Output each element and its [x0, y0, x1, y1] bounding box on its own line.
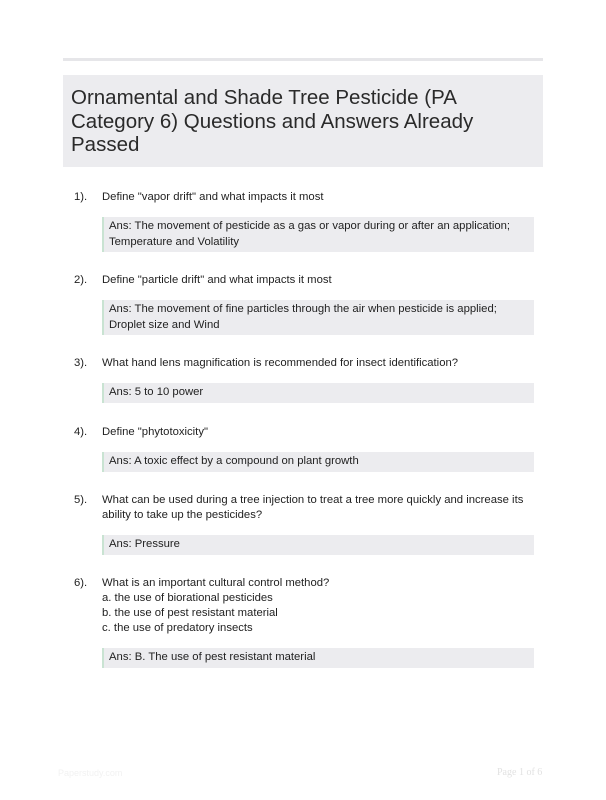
- question-item: [72, 493, 542, 555]
- question-number: 3).: [74, 357, 88, 369]
- question-number: 1).: [74, 191, 88, 203]
- answer-box: Ans: A toxic effect by a compound on plant growth: [102, 452, 534, 472]
- watermark-text: Paperstudy.com: [58, 768, 123, 778]
- page-number: Page 1 of 6: [497, 767, 543, 778]
- question-item: [72, 190, 542, 252]
- question-text: Define "vapor drift" and what impacts it most: [102, 191, 324, 203]
- question-item: [72, 576, 542, 668]
- question-text: What can be used during a tree injection to treat a tree more quickly and increase its ability to take up the pesticides?: [102, 494, 524, 521]
- question-number: 6).: [74, 577, 88, 589]
- answer-box: Ans: Pressure: [102, 535, 534, 555]
- answer-box: Ans: The movement of pesticide as a gas or vapor during or after an application; Temperature and Volatility: [102, 217, 534, 252]
- answer-box: Ans: The movement of fine particles through the air when pesticide is applied; Droplet size and Wind: [102, 300, 534, 335]
- question-item: [72, 273, 542, 335]
- question-item: [72, 425, 542, 472]
- question-number: 2).: [74, 274, 88, 286]
- answer-box: Ans: B. The use of pest resistant material: [102, 648, 534, 668]
- question-text: What is an important cultural control method? a. the use of biorational pesticides b. the use of pest resistant material c. the use of predatory insects: [102, 577, 330, 634]
- top-divider: [63, 58, 543, 61]
- question-text: Define "phytotoxicity": [102, 426, 208, 438]
- title-banner: [63, 75, 543, 167]
- question-number: 5).: [74, 494, 88, 506]
- question-item: [72, 356, 542, 403]
- question-text: Define "particle drift" and what impacts it most: [102, 274, 332, 286]
- answer-box: Ans: 5 to 10 power: [102, 383, 534, 403]
- question-text: What hand lens magnification is recommended for insect identification?: [102, 357, 459, 369]
- question-number: 4).: [74, 426, 88, 438]
- document-title: Ornamental and Shade Tree Pesticide (PA Category 6) Questions and Answers Already Passed: [71, 86, 474, 156]
